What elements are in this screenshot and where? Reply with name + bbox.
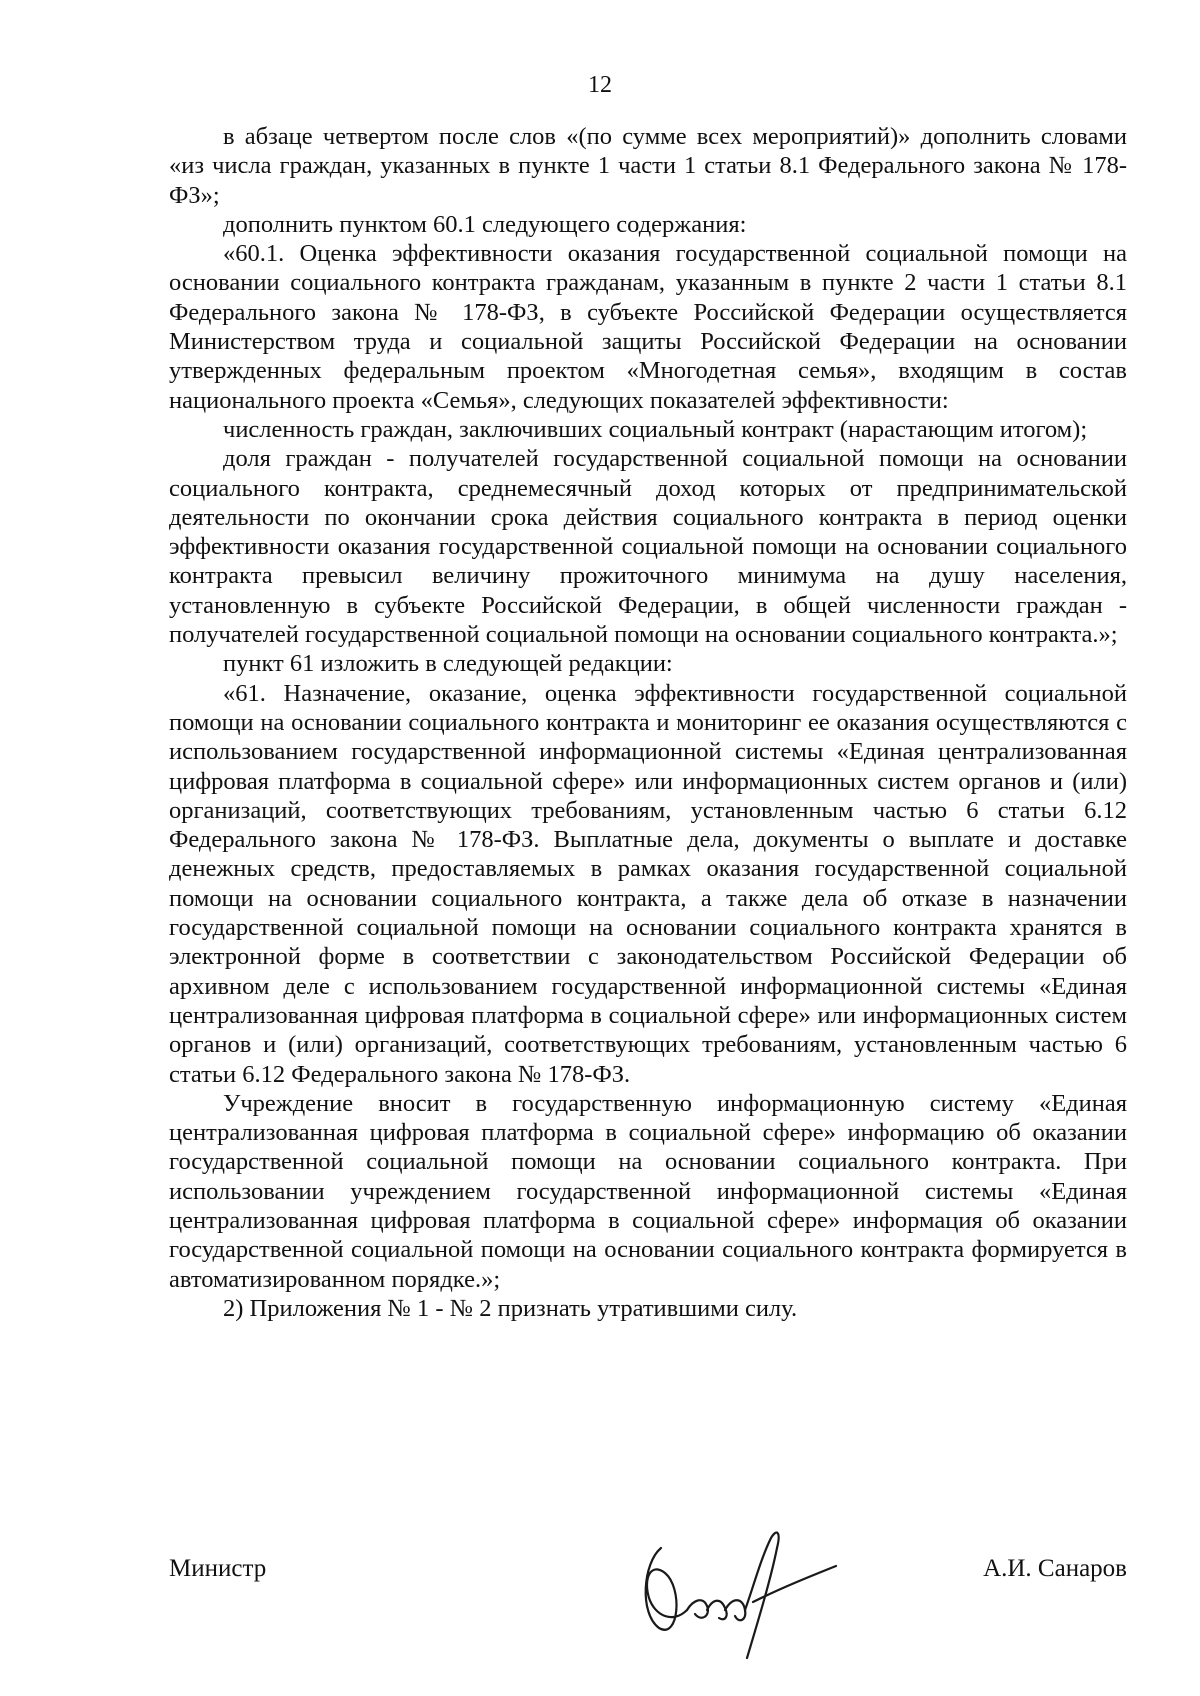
- page-number: 12: [588, 72, 612, 98]
- paragraph-8: Учреждение вносит в государственную информационную систему «Единая централизованная цифровая платформа в социальной сфере» информацию об оказании государственной социальной помощи на основании социального контракта. При использовании учреждением государственной информационной системы «Единая централизованная цифровая платформа в социальной сфере» информация об оказании государственной социальной помощи на основании социального контракта формируется в автоматизированном порядке.»;: [169, 1089, 1127, 1293]
- paragraph-2: дополнить пунктом 60.1 следующего содержания:: [223, 210, 747, 238]
- paragraph-7: «61. Назначение, оказание, оценка эффективности государственной социальной помощи на основании социального контракта и мониторинг ее оказания осуществляются с использованием государственной информационной системы «Единая централизованная цифровая платформа в социальной сфере» или информационных систем органов и (или) организаций, соответствующих требованиям, установленным частью 6 статьи 6.12 Федерального закона № 178-ФЗ. Выплатные дела, документы о выплате и доставке денежных средств, предоставляемых в рамках оказания государственной социальной помощи на основании социального контракта, а также дела об отказе в назначении государственной социальной помощи на основании социального контракта хранятся в электронной форме в соответствии с законодательством Российской Федерации об архивном деле с использованием государственной информационной системы «Единая централизованная цифровая платформа в социальной сфере» или информационных систем органов и (или) организаций, соответствующих требованиям, установленным частью 6 статьи 6.12 Федерального закона № 178-ФЗ.: [169, 679, 1127, 1088]
- signature-block: [169, 1518, 1127, 1638]
- paragraph-1: в абзаце четвертом после слов «(по сумме всех мероприятий)» дополнить словами «из числа граждан, указанных в пункте 1 части 1 статьи 8.1 Федерального закона № 178-ФЗ»;: [169, 123, 1127, 209]
- paragraph-5: доля граждан - получателей государственной социальной помощи на основании социального контракта, среднемесячный доход которых от предпринимательской деятельности по окончании срока действия социального контракта в период оценки эффективности оказания государственной социальной помощи на основании социального контракта превысил величину прожиточного минимума на душу населения, установленную в субъекте Российской Федерации, в общей численности граждан - получателей государственной социальной помощи на основании социального контракта.»;: [169, 445, 1127, 649]
- paragraph-6: пункт 61 изложить в следующей редакции:: [223, 650, 673, 678]
- handwritten-signature: [621, 1518, 841, 1668]
- paragraph-9: 2) Приложения № 1 - № 2 признать утратившими силу.: [223, 1294, 798, 1322]
- paragraph-4: численность граждан, заключивших социальный контракт (нарастающим итогом);: [223, 415, 1088, 443]
- document-body: [169, 122, 1127, 1323]
- signatory-name: А.И. Санаров: [983, 1555, 1127, 1582]
- paragraph-3: «60.1. Оценка эффективности оказания государственной социальной помощи на основании социального контракта гражданам, указанным в пункте 2 части 1 статьи 8.1 Федерального закона № 178-ФЗ, в субъекте Российской Федерации осуществляется Министерством труда и социальной защиты Российской Федерации на основании утвержденных федеральным проектом «Многодетная семья», входящим в состав национального проекта «Семья», следующих показателей эффективности:: [169, 240, 1127, 414]
- signatory-title: Министр: [169, 1555, 267, 1582]
